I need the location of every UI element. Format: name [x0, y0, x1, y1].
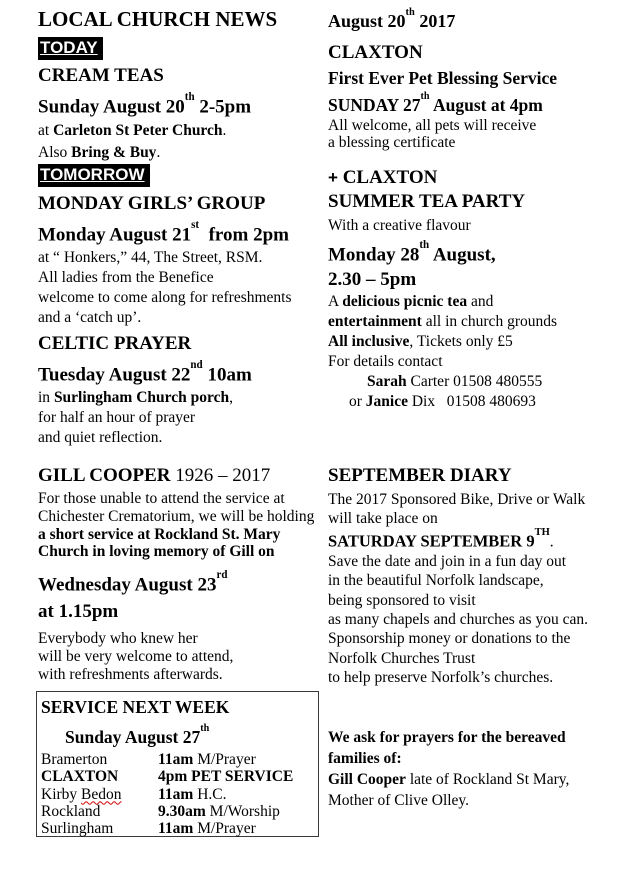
service-row: Kirby Bedon 11am H.C. [41, 785, 227, 803]
body-line: Everybody who knew her [38, 629, 198, 647]
body-line: at “ Honkers,” 44, The Street, RSM. [38, 249, 263, 267]
body-line: Norfolk Churches Trust [328, 649, 476, 667]
body-line: All ladies from the Benefice [38, 269, 214, 287]
service-row: Surlingham 11am M/Prayer [41, 820, 256, 838]
page-title: LOCAL CHURCH NEWS [38, 7, 278, 31]
ordinal-suffix: th [200, 723, 210, 735]
service-row: Bramerton 11am M/Prayer [41, 750, 256, 768]
body-line: All welcome, all pets will receive [328, 116, 537, 134]
ordinal-suffix: nd [190, 359, 203, 372]
celtic-prayer-date: Tuesday August 22nd 10am [38, 359, 252, 386]
section-tomorrow [38, 164, 330, 328]
girls-group-date: Monday August 21st from 2pm [38, 219, 289, 246]
body-line: a blessing certificate [328, 134, 456, 152]
body-line: will be very welcome to attend, [38, 647, 234, 665]
cream-teas-title: CREAM TEAS [38, 65, 164, 86]
issue-date: August 20th 2017 [328, 7, 456, 31]
section-celtic-prayer [38, 331, 330, 448]
ordinal-suffix: th [420, 91, 430, 103]
girls-group-title: MONDAY GIRLS’ GROUP [38, 193, 266, 214]
tea-party-time: 2.30 – 5pm [328, 269, 417, 291]
service-next-week-box [36, 691, 319, 837]
section-today [38, 37, 330, 163]
body-line: in the beautiful Norfolk landscape, [328, 572, 544, 590]
tea-party-title: SUMMER TEA PARTY [328, 191, 526, 212]
celtic-prayer-title: CELTIC PRAYER [38, 333, 192, 354]
memorial-time: at 1.15pm [38, 600, 119, 622]
section-september-diary [328, 462, 630, 687]
pet-blessing-place: CLAXTON [328, 42, 423, 63]
service-row: CLAXTON 4pm PET SERVICE [41, 768, 294, 786]
today-badge-row [38, 37, 330, 63]
gill-cooper-heading: GILL COOPER 1926 – 2017 [38, 465, 271, 486]
body-line: Save the date and join in a fun day out [328, 552, 567, 570]
body-line-bold: Church in loving memory of Gill on [38, 543, 275, 561]
body-line: For details contact [328, 353, 443, 371]
body-line: For those unable to attend the service at [38, 490, 285, 507]
body-line: A delicious picnic tea and [328, 293, 494, 311]
ordinal-suffix: st [191, 219, 200, 232]
service-box-subtitle: Sunday August 27th [65, 723, 210, 747]
ordinal-suffix: rd [216, 569, 228, 582]
body-line: The 2017 Sponsored Bike, Drive or Walk [328, 490, 586, 508]
prayers-line: Gill Cooper late of Rockland St Mary, [328, 771, 570, 788]
tea-party-place: + CLAXTON [328, 167, 438, 188]
celtic-prayer-venue: in Surlingham Church porch, [38, 389, 233, 407]
tea-party-tagline: With a creative flavour [328, 217, 471, 234]
body-line: and a ‘catch up’. [38, 309, 142, 327]
memorial-date: Wednesday August 23rd [38, 569, 228, 596]
body-line: will take place on [328, 509, 438, 527]
section-pet-blessing [328, 40, 630, 152]
body-line: as many chapels and churches as you can. [328, 610, 588, 628]
service-row: Rockland 9.30am M/Worship [41, 803, 280, 821]
cream-teas-venue: at Carleton St Peter Church. [38, 122, 227, 140]
tomorrow-badge: TOMORROW [38, 164, 150, 187]
tea-party-date: Monday 28th August, [328, 238, 496, 265]
body-line-bold: a short service at Rockland St. Mary [38, 525, 281, 543]
cream-teas-extra: Also Bring & Buy. [38, 143, 161, 161]
body-line: entertainment all in church grounds [328, 313, 558, 331]
pet-blessing-title: First Ever Pet Blessing Service [328, 68, 558, 88]
body-line: being sponsored to visit [328, 591, 476, 609]
section-summer-tea-party [328, 166, 630, 412]
body-line: for half an hour of prayer [38, 409, 196, 427]
pet-blessing-when: SUNDAY 27th August at 4pm [328, 91, 543, 115]
ordinal-suffix: th [419, 238, 430, 251]
body-line: welcome to come along for refreshments [38, 289, 292, 307]
body-line: All inclusive, Tickets only £5 [328, 333, 513, 351]
saturday-date-line: SATURDAY SEPTEMBER 9TH. [328, 527, 554, 551]
section-gill-cooper [38, 462, 330, 685]
ordinal-suffix: TH [534, 527, 550, 539]
body-line: with refreshments afterwards. [38, 666, 223, 684]
ordinal-suffix: th [184, 91, 195, 104]
body-line: Chichester Crematorium, we will be holding [38, 507, 315, 525]
cream-teas-date: Sunday August 20th 2-5pm [38, 91, 252, 118]
body-line: Sponsorship money or donations to the [328, 630, 571, 648]
prayers-line: We ask for prayers for the bereaved [328, 729, 566, 746]
plus-glyph: + [328, 168, 338, 187]
contact-line: or Janice Dix 01508 480693 [349, 392, 536, 410]
spellcheck-squiggle-word: Bedon [81, 785, 122, 803]
ordinal-suffix: th [405, 7, 415, 19]
september-diary-title: SEPTEMBER DIARY [328, 465, 512, 486]
prayers-line: families of: [328, 750, 402, 767]
prayers-line: Mother of Clive Olley. [328, 792, 470, 809]
today-badge: TODAY [38, 37, 103, 60]
body-line: and quiet reflection. [38, 429, 163, 447]
section-prayers [328, 727, 630, 811]
tomorrow-badge-row [38, 164, 330, 190]
body-line: to help preserve Norfolk’s churches. [328, 668, 554, 686]
service-box-title: SERVICE NEXT WEEK [41, 697, 230, 717]
contact-line: Sarah Carter 01508 480555 [367, 372, 543, 390]
